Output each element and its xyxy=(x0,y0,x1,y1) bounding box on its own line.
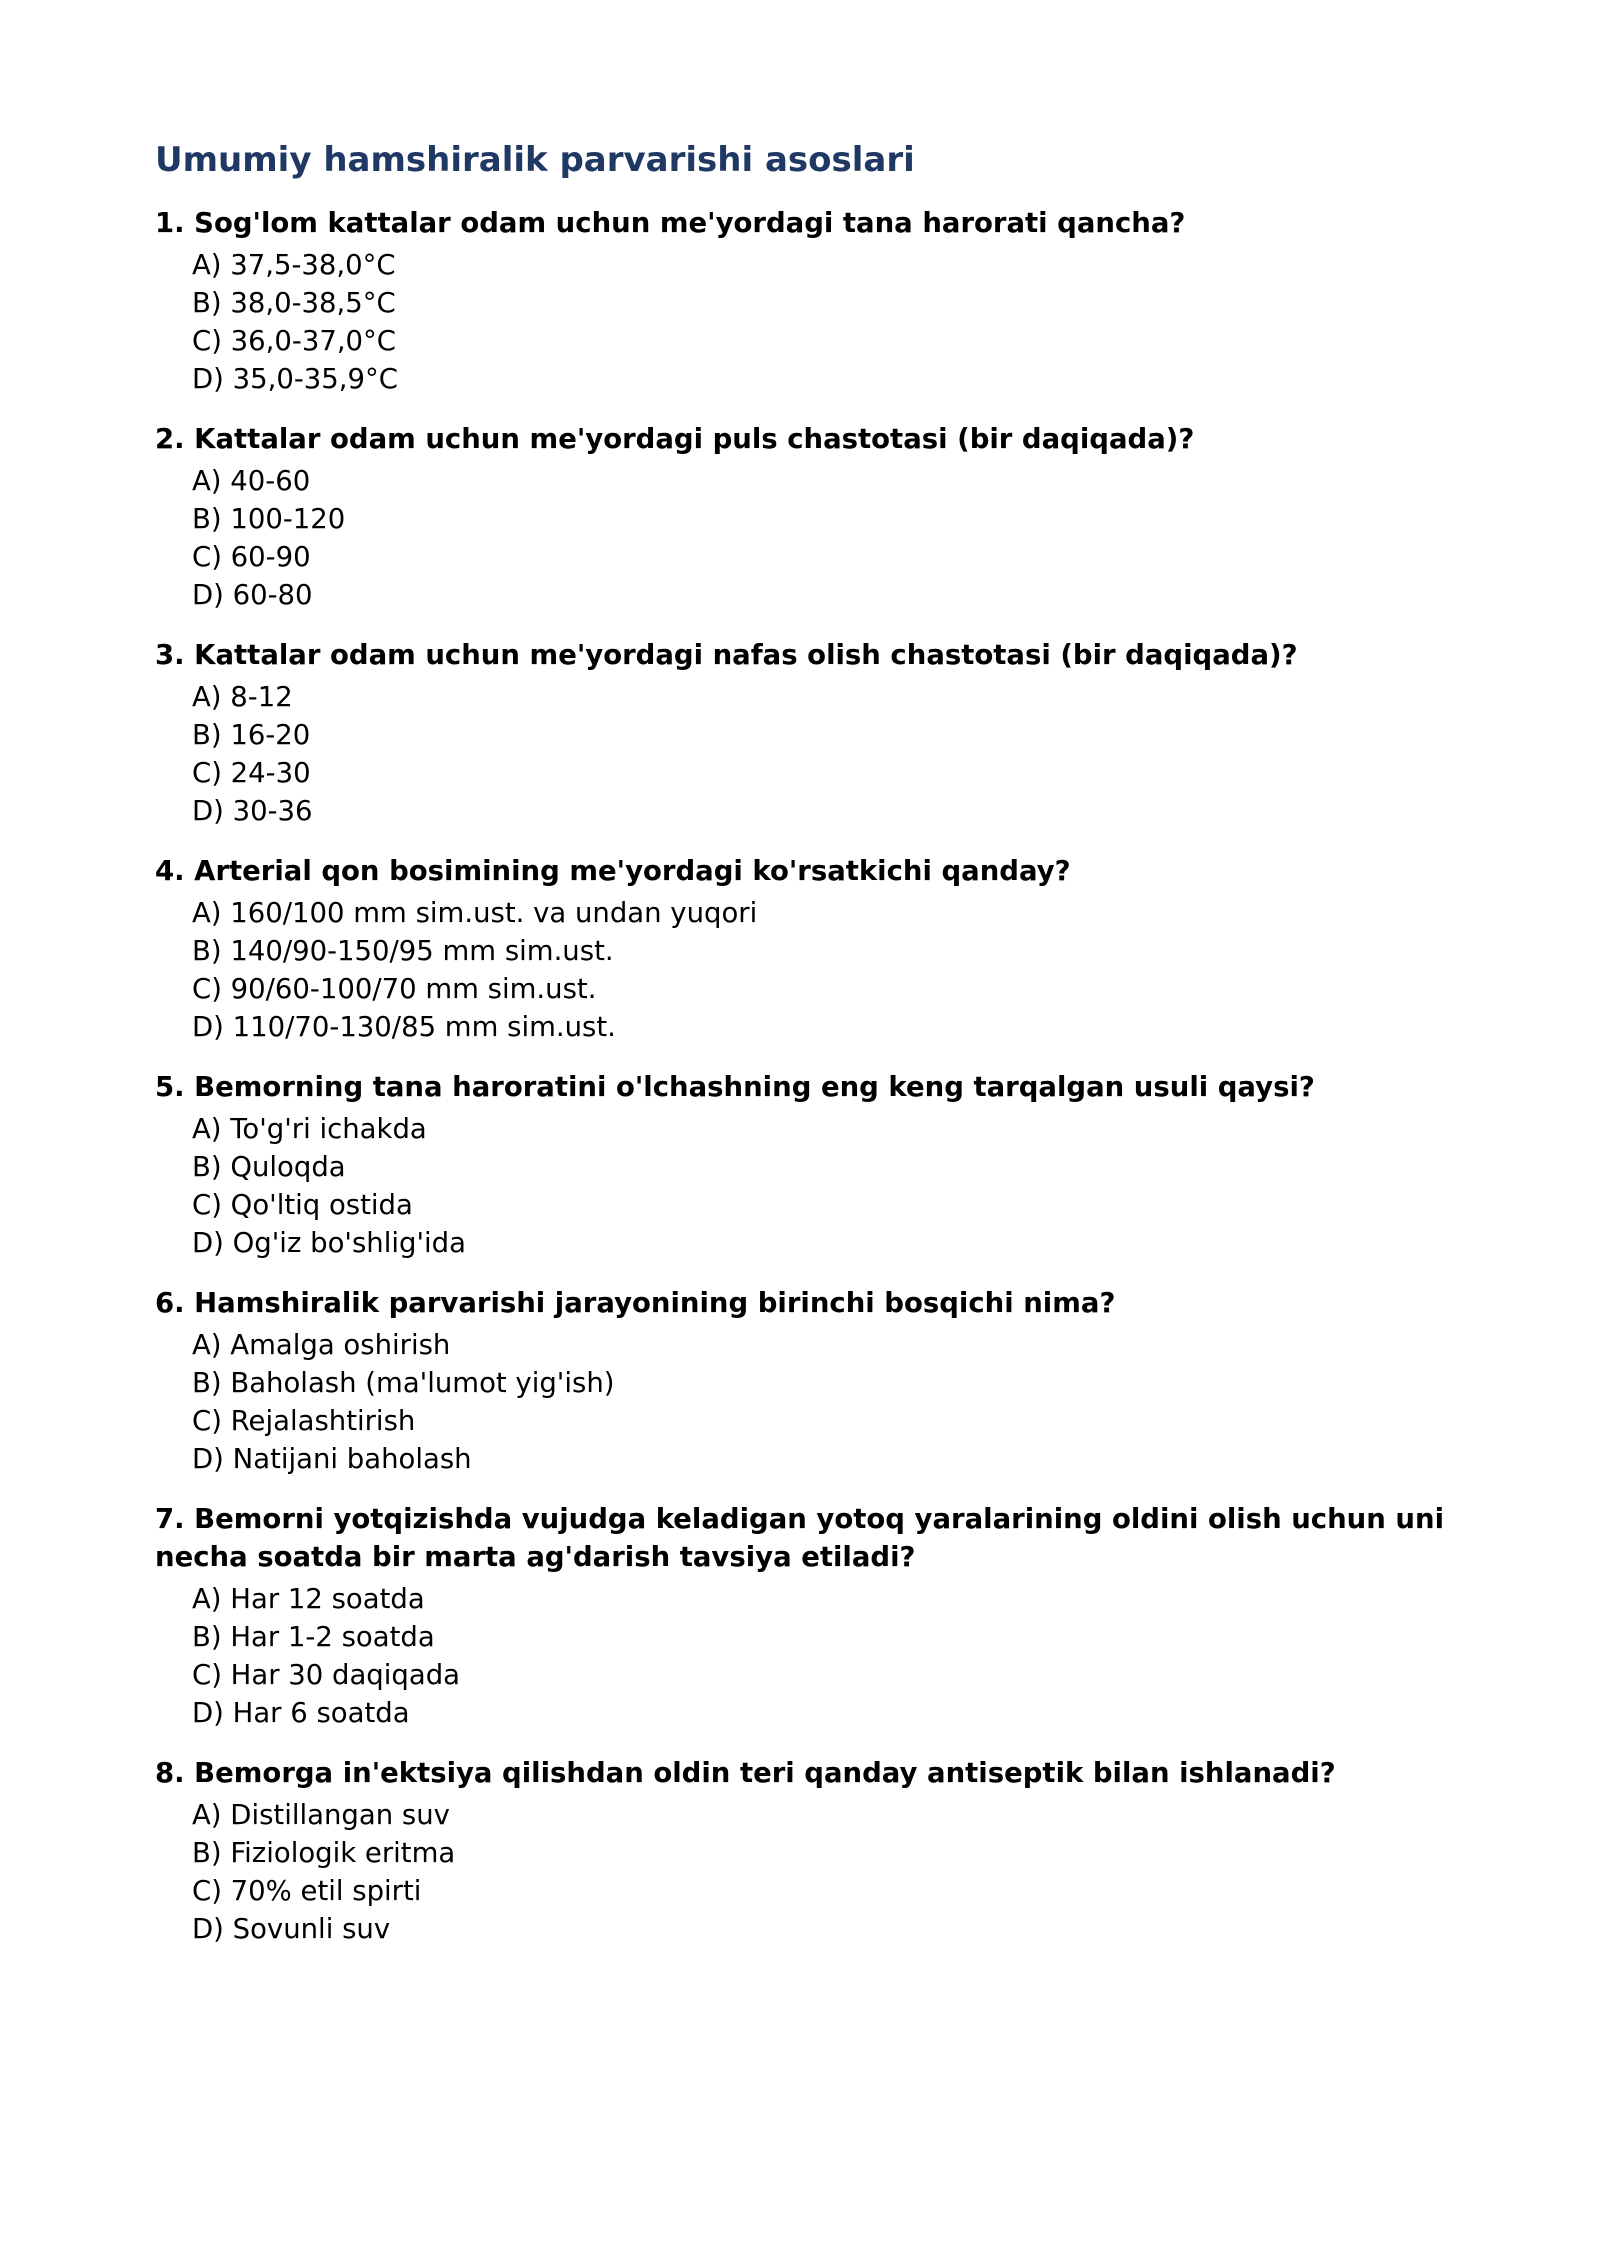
question-list xyxy=(155,204,1455,1948)
answer-option: B) 140/90-150/95 mm sim.ust. xyxy=(192,935,614,967)
answer-option: D) 110/70-130/85 mm sim.ust. xyxy=(192,1011,616,1043)
answer-option: A) Har 12 soatda xyxy=(192,1583,425,1615)
answer-option: D) Sovunli suv xyxy=(192,1913,391,1945)
document-title: Umumiy hamshiralik parvarishi asoslari xyxy=(155,140,915,180)
question-text: 1. Sog'lom kattalar odam uchun me'yordagi tana harorati qancha? xyxy=(155,207,1186,239)
answer-option: C) 36,0-37,0°C xyxy=(192,325,397,357)
answer-options xyxy=(155,462,1455,614)
answer-option: C) 60-90 xyxy=(192,541,311,573)
answer-option: D) Natijani baholash xyxy=(192,1443,472,1475)
answer-options xyxy=(155,678,1455,830)
answer-options xyxy=(155,1580,1455,1732)
question-block xyxy=(155,852,1455,1046)
question-block xyxy=(155,1068,1455,1262)
question-text: 2. Kattalar odam uchun me'yordagi puls chastotasi (bir daqiqada)? xyxy=(155,423,1195,455)
answer-option: C) Qo'ltiq ostida xyxy=(192,1189,413,1221)
answer-options xyxy=(155,246,1455,398)
answer-option: A) 160/100 mm sim.ust. va undan yuqori xyxy=(192,897,758,929)
answer-option: D) 30-36 xyxy=(192,795,313,827)
answer-option: C) 24-30 xyxy=(192,757,311,789)
question-block xyxy=(155,1284,1455,1478)
answer-options xyxy=(155,894,1455,1046)
question-block xyxy=(155,420,1455,614)
answer-option: C) 70% etil spirti xyxy=(192,1875,422,1907)
answer-option: B) Quloqda xyxy=(192,1151,346,1183)
answer-option: B) Fiziologik eritma xyxy=(192,1837,456,1869)
answer-option: A) To'g'ri ichakda xyxy=(192,1113,427,1145)
answer-option: B) 16-20 xyxy=(192,719,311,751)
answer-options xyxy=(155,1796,1455,1948)
answer-option: C) Har 30 daqiqada xyxy=(192,1659,461,1691)
question-text: 5. Bemorning tana haroratini o'lchashning eng keng tarqalgan usuli qaysi? xyxy=(155,1071,1315,1103)
answer-option: D) 60-80 xyxy=(192,579,313,611)
answer-option: A) 8-12 xyxy=(192,681,293,713)
question-text: 6. Hamshiralik parvarishi jarayonining birinchi bosqichi nima? xyxy=(155,1287,1116,1319)
question-block xyxy=(155,1754,1455,1948)
question-text: 7. Bemorni yotqizishda vujudga keladigan yotoq yaralarining oldini olish uchun uni necha soatda bir marta ag'darish tavsiya etiladi? xyxy=(155,1503,1444,1573)
answer-option: A) 37,5-38,0°C xyxy=(192,249,396,281)
answer-option: A) 40-60 xyxy=(192,465,311,497)
answer-option: A) Amalga oshirish xyxy=(192,1329,451,1361)
question-block xyxy=(155,636,1455,830)
answer-option: B) 100-120 xyxy=(192,503,346,535)
answer-options xyxy=(155,1326,1455,1478)
question-block xyxy=(155,1500,1455,1732)
answer-option: B) Baholash (ma'lumot yig'ish) xyxy=(192,1367,615,1399)
answer-option: A) Distillangan suv xyxy=(192,1799,450,1831)
question-text: 3. Kattalar odam uchun me'yordagi nafas olish chastotasi (bir daqiqada)? xyxy=(155,639,1298,671)
answer-option: D) 35,0-35,9°C xyxy=(192,363,398,395)
answer-option: B) 38,0-38,5°C xyxy=(192,287,396,319)
question-block xyxy=(155,204,1455,398)
answer-option: D) Har 6 soatda xyxy=(192,1697,410,1729)
answer-option: B) Har 1-2 soatda xyxy=(192,1621,435,1653)
answer-option: C) Rejalashtirish xyxy=(192,1405,416,1437)
answer-options xyxy=(155,1110,1455,1262)
document-page xyxy=(155,138,1455,1970)
question-text: 4. Arterial qon bosimining me'yordagi ko'rsatkichi qanday? xyxy=(155,855,1071,887)
answer-option: C) 90/60-100/70 mm sim.ust. xyxy=(192,973,597,1005)
answer-option: D) Og'iz bo'shlig'ida xyxy=(192,1227,466,1259)
question-text: 8. Bemorga in'ektsiya qilishdan oldin teri qanday antiseptik bilan ishlanadi? xyxy=(155,1757,1336,1789)
